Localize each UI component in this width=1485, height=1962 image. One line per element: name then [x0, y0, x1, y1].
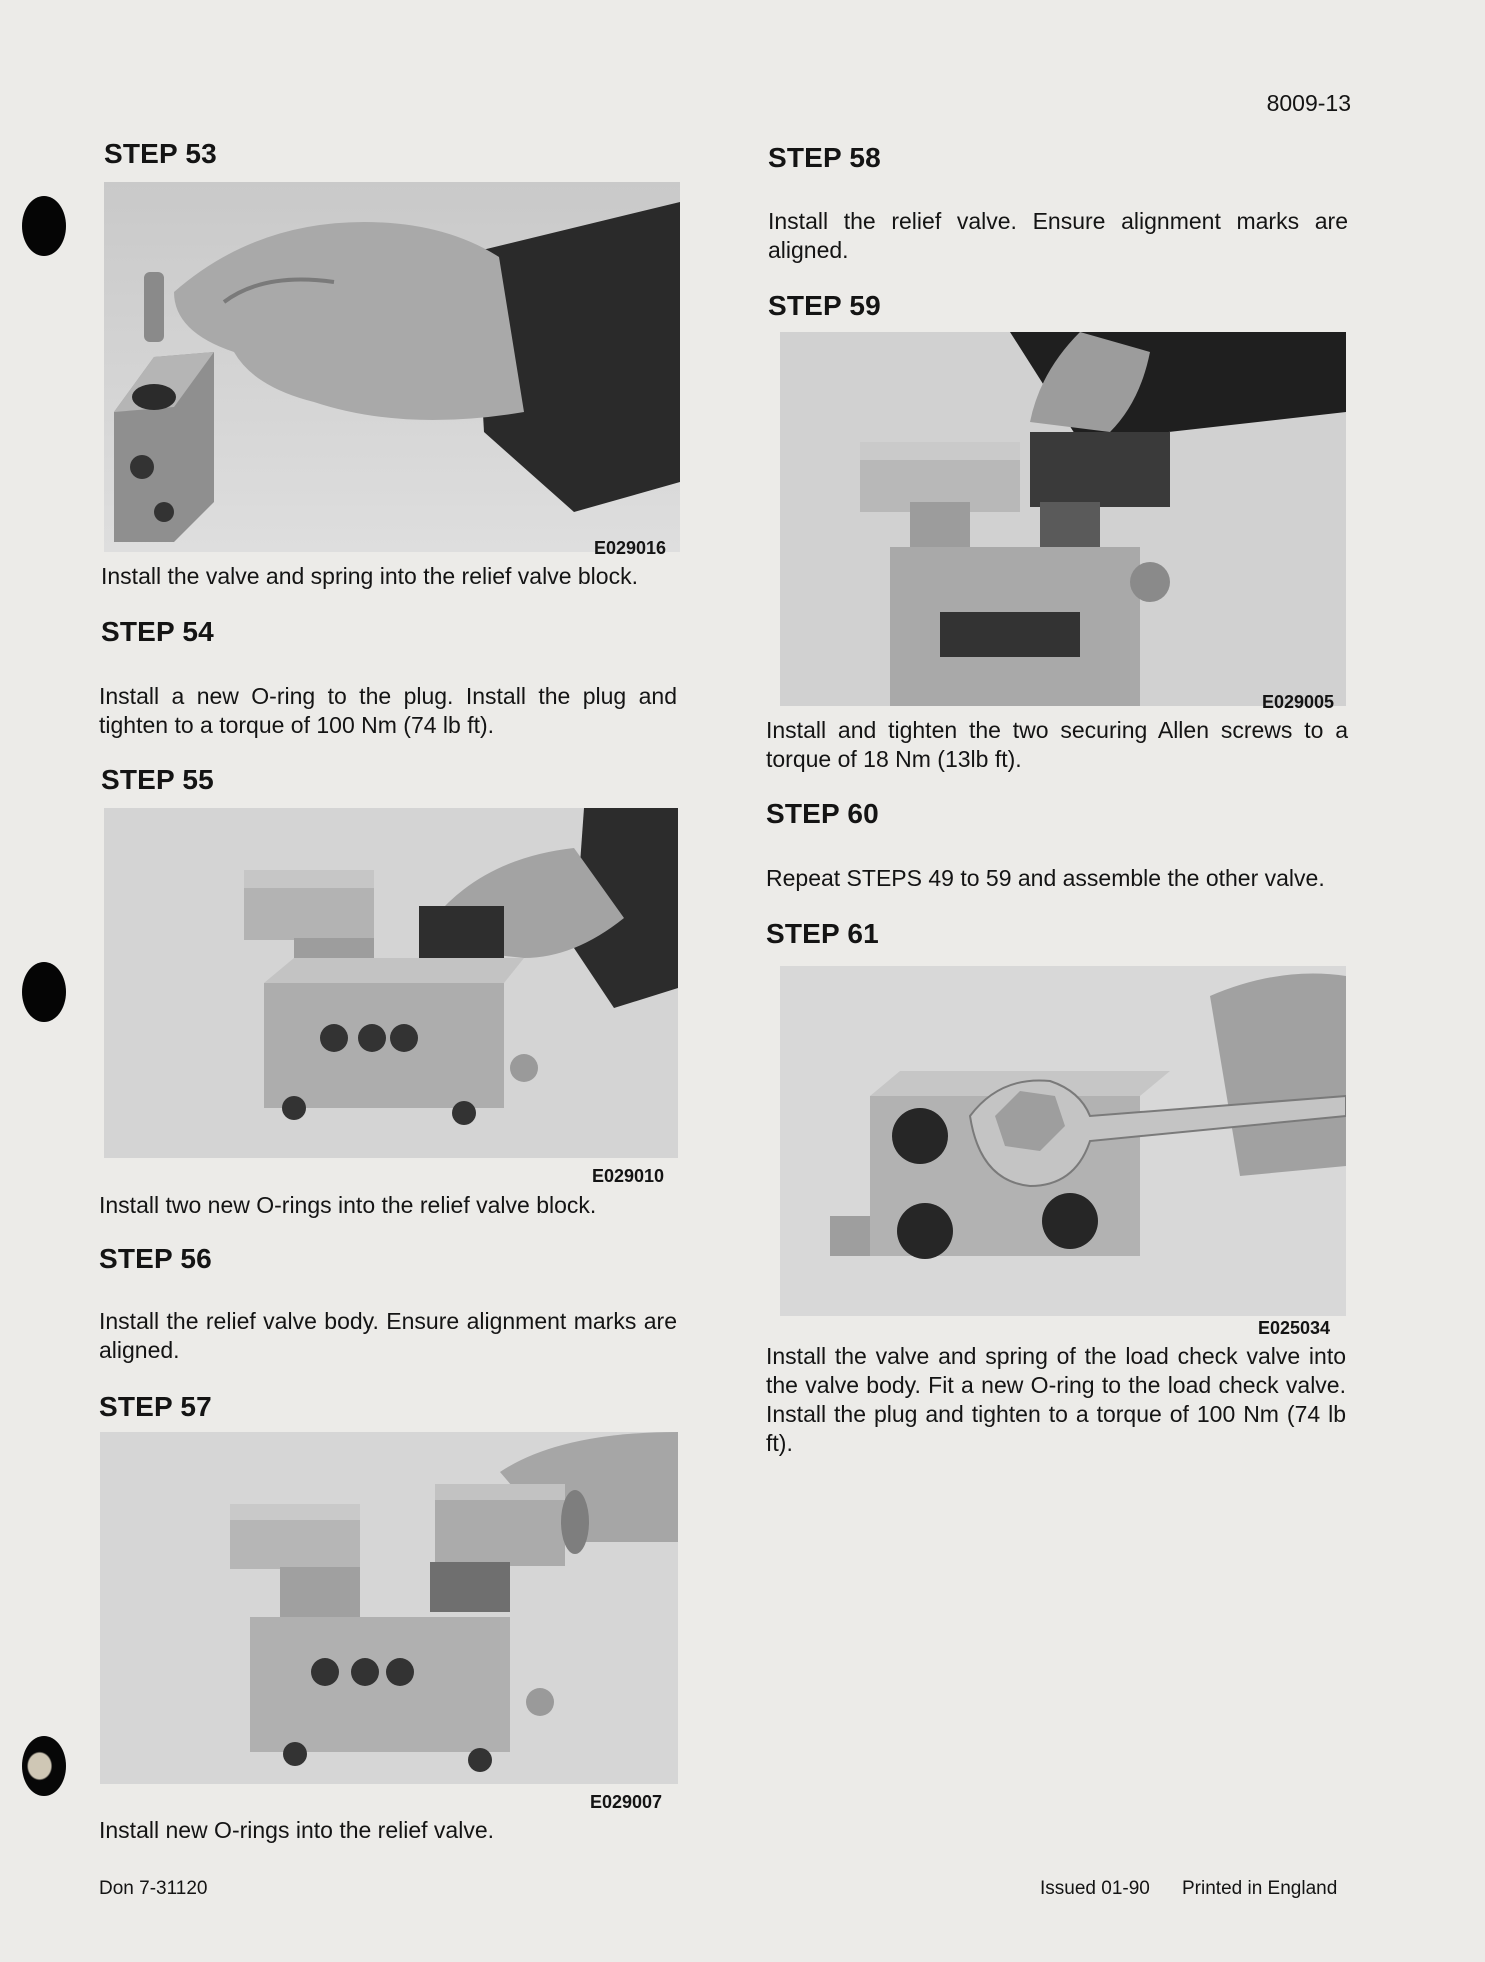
step-55-text: Install two new O-rings into the relief valve block. — [99, 1192, 597, 1218]
binder-hole-top — [22, 196, 66, 256]
step-54-title: STEP 54 — [101, 616, 214, 647]
step-56-text: Install the relief valve body. Ensure alignment marks are aligned. — [99, 1308, 677, 1363]
step-61-photo — [780, 966, 1346, 1316]
step-57-title: STEP 57 — [99, 1391, 212, 1422]
step-57-text: Install new O-rings into the relief valve. — [99, 1817, 495, 1843]
step-53-title: STEP 53 — [104, 138, 217, 169]
step-55-figure-code: E029010 — [592, 1166, 665, 1186]
footer-printed: Printed in England — [1182, 1878, 1338, 1899]
step-59-figure-code: E029005 — [1262, 692, 1335, 712]
footer-issued: Issued 01-90 — [1040, 1878, 1150, 1899]
binder-hole-middle — [22, 962, 66, 1022]
step-56-title: STEP 56 — [99, 1243, 212, 1274]
page-number: 8009-13 — [1266, 90, 1351, 116]
step-59-text: Install and tighten the two securing Allen screws to a torque of 18 Nm (13lb ft). — [766, 717, 1348, 772]
step-58-text: Install the relief valve. Ensure alignment marks are aligned. — [768, 208, 1348, 263]
step-54-text: Install a new O-ring to the plug. Install the plug and tighten to a torque of 100 Nm (74 lb ft). — [99, 683, 677, 738]
step-61-title: STEP 61 — [766, 918, 879, 949]
step-55-title: STEP 55 — [101, 764, 214, 795]
step-53-figure-code: E029016 — [594, 538, 667, 558]
step-61-figure-code: E025034 — [1258, 1318, 1331, 1338]
step-59-photo — [780, 332, 1346, 706]
footer-document-number: Don 7-31120 — [99, 1878, 208, 1899]
step-53-text: Install the valve and spring into the relief valve block. — [101, 563, 638, 589]
step-57-figure-code: E029007 — [590, 1792, 663, 1812]
step-58-title: STEP 58 — [768, 142, 881, 173]
binder-hole-bottom — [22, 1736, 66, 1796]
step-57-photo — [100, 1432, 678, 1784]
step-60-title: STEP 60 — [766, 798, 879, 829]
step-53-photo — [104, 182, 680, 552]
step-61-text: Install the valve and spring of the load check valve into the valve body. Fit a new O-ring to the load check valve. Install the plug and tighten to a torque of 100 Nm (74 lb ft). — [766, 1343, 1346, 1456]
step-59-title: STEP 59 — [768, 290, 881, 321]
step-55-photo — [104, 808, 678, 1158]
step-60-text: Repeat STEPS 49 to 59 and assemble the other valve. — [766, 865, 1325, 891]
